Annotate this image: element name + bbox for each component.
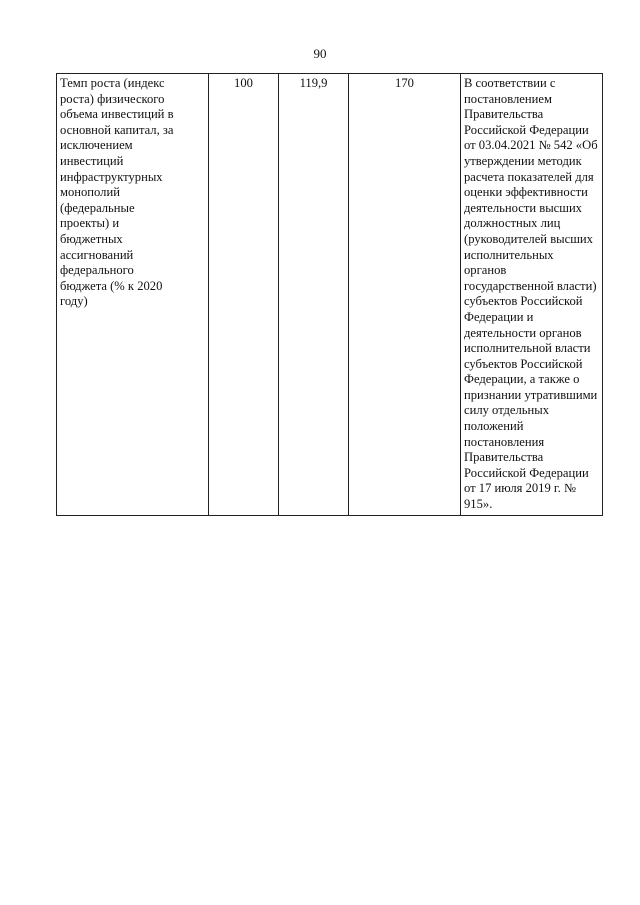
indicator-table [56, 73, 603, 516]
indicator-text: Темп роста (индекс роста) физического объема инвестиций в основной капитал, за исключением инвестиций инфраструктурных монополий (федеральные проекты) и бюджетных ассигнований федерального бюджета (% к 2020 году) [60, 76, 174, 309]
value-3-text: 170 [395, 76, 414, 90]
value-cell-2 [279, 74, 349, 516]
indicator-cell [57, 74, 209, 516]
value-cell-1 [209, 74, 279, 516]
value-cell-3 [349, 74, 461, 516]
basis-text: В соответствии с постановлением Правительства Российской Федерации от 03.04.2021 № 542 «Об утверждении методик расчета показателей для оценки эффективности деятельности высших должностных лиц (руководителей высших исполнительных органов государственной власти) субъектов Российской Федерации и деятельности органов исполнительной власти субъектов Российской Федерации, а также о признании утратившими силу отдельных положений постановления Правительства Российской Федерации от 17 июля 2019 г. № 915». [464, 76, 598, 512]
value-2-text: 119,9 [299, 76, 328, 90]
value-1-text: 100 [234, 76, 253, 90]
page-number: 90 [313, 46, 327, 61]
basis-cell [461, 74, 603, 516]
table-row [57, 74, 603, 516]
